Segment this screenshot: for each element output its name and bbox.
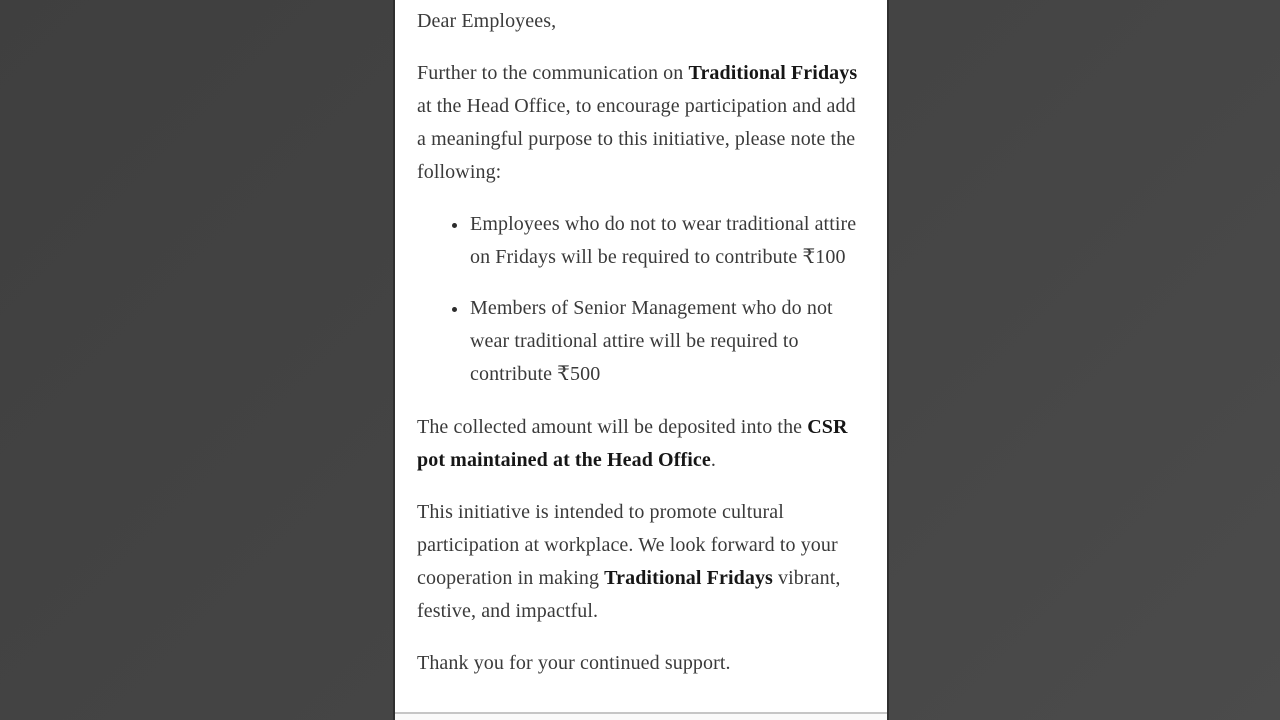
paragraph-intro [417, 57, 863, 189]
text-run: Members of Senior Management who do not wear traditional attire will be required to contribute ₹500 [470, 297, 833, 385]
bullet-list [417, 208, 863, 391]
text-run: Dear Employees, [417, 10, 557, 32]
bold-text-run: Traditional Fridays [604, 567, 773, 589]
bold-text-run: CSR pot maintained at the Head Office [417, 416, 848, 471]
bullet-item [469, 292, 863, 391]
paragraph-csr [417, 411, 863, 477]
document-page [393, 0, 889, 720]
text-run: vibrant, festive, and impactful. [417, 567, 841, 622]
text-run: at the Head Office, to encourage participation and add a meaningful purpose to this initiative, please note the following: [417, 95, 856, 183]
text-run: Further to the communication on [417, 62, 689, 84]
text-run: Thank you for your continued support. [417, 652, 731, 674]
page-margin-strip [395, 714, 887, 720]
text-run: This initiative is intended to promote cultural participation at workplace. We look forward to your cooperation in making [417, 501, 838, 589]
memo-content [395, 0, 887, 712]
text-run: Employees who do not to wear traditional attire on Fridays will be required to contribute ₹100 [470, 213, 857, 268]
bold-text-run: Traditional Fridays [688, 62, 858, 84]
paragraph-thanks [417, 647, 863, 680]
paragraph-cooperation [417, 496, 863, 628]
bullet-item [469, 208, 863, 274]
text-run: The collected amount will be deposited into the [417, 416, 808, 438]
paragraph-greeting [417, 5, 863, 38]
text-run: . [710, 449, 716, 471]
